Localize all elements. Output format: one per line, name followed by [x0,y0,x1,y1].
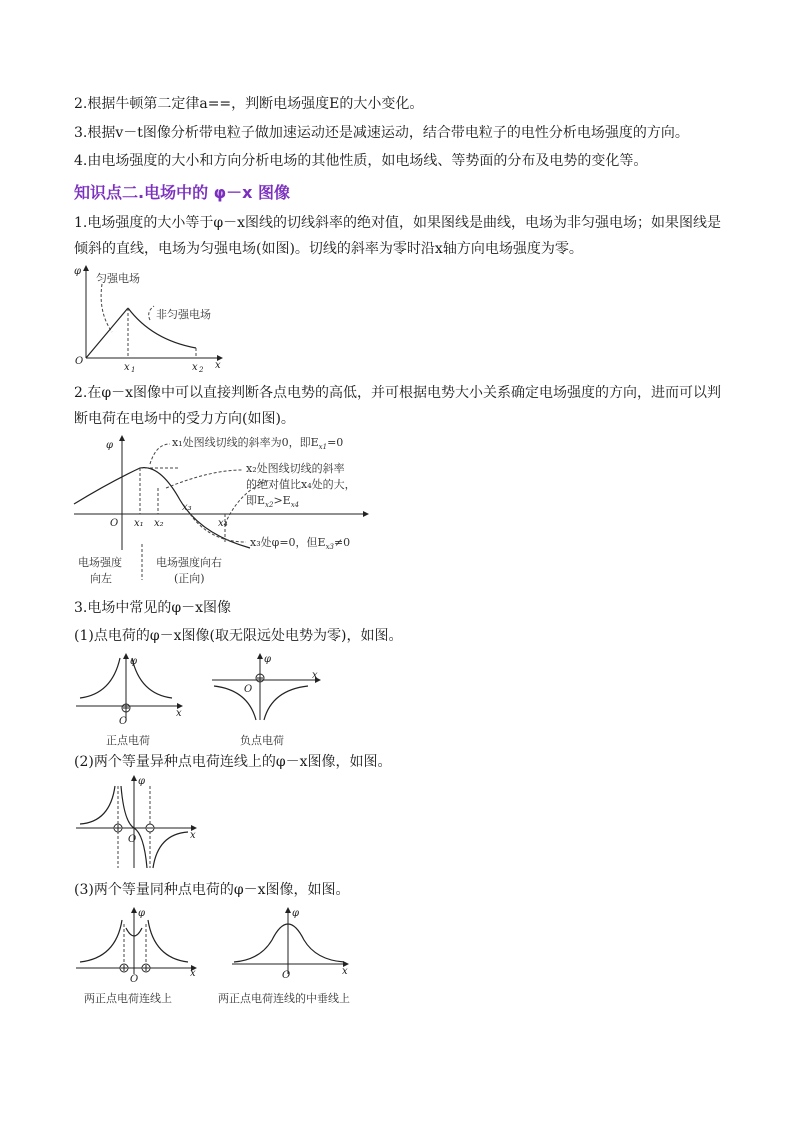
figure-point-charges [72,650,332,750]
x-label: x [215,360,221,371]
svg-text:电场强度向右: 电场强度向右 [156,556,222,569]
caption-negative: 负点电荷 [240,734,284,747]
svg-text:x: x [342,966,348,977]
svg-text:O: O [128,834,137,845]
svg-text:(正向): (正向) [174,572,205,585]
uniform-label: 匀强电场 [96,272,140,285]
caption-left: 两正点电荷连线上 [84,992,172,1005]
caption-right: 两正点电荷连线的中垂线上 [218,992,350,1005]
svg-text:x₄: x₄ [218,518,228,529]
svg-text:O: O [282,970,291,981]
svg-text:φ: φ [138,908,146,919]
svg-text:x: x [312,670,318,681]
figure-opposite-charges [72,772,212,872]
svg-text:2: 2 [199,366,204,374]
nonuniform-label: 非匀强电场 [156,308,211,321]
paragraph-1: 1.电场强度的大小等于φ－x图线的切线斜率的绝对值，如果图线是曲线，电场为非匀强电场；如果图线是倾斜的直线，电场为匀强电场(如图)。切线的斜率为零时沿x轴方向电场强度为零。 [74,215,722,257]
figure-potential-field [70,430,380,592]
text-line-4: 4.由电场强度的大小和方向分析电场的其他性质，如电场线、等势面的分布及电势的变化等。 [74,153,648,169]
caption-positive: 正点电荷 [106,734,150,747]
svg-text:φ: φ [292,908,300,919]
svg-text:即Ex2>Ex4: 即$E_{x2}>E_{x4}$ [246,494,300,509]
svg-text:x: x [190,830,196,841]
svg-text:O: O [110,518,119,529]
phi-label: φ [74,266,82,277]
note-x1: x₁处图线切线的斜率为0，即$E_{x1}=0$ [172,436,344,451]
svg-text:x₂: x₂ [154,518,164,529]
uniform-line [86,308,128,358]
svg-text:x₁: x₁ [134,518,144,529]
p3-2: (2)两个等量异种点电荷连线上的φ－x图像，如图。 [74,754,392,770]
svg-text:φ: φ [138,776,146,787]
x1-label: x [124,362,130,373]
svg-text:x: x [176,708,182,719]
text-line-2: 2.根据牛顿第二定律a==，判断电场强度E的大小变化。 [74,96,424,112]
paragraph-2: 2.在φ－x图像中可以直接判断各点电势的高低，并可根据电势大小关系确定电场强度的方向，进而可以判断电荷在电场中的受力方向(如图)。 [74,385,722,427]
svg-text:1: 1 [131,366,136,374]
svg-text:的绝对值比x₄处的大，: 的绝对值比x₄处的大， [246,478,356,491]
figure-same-charges [72,904,372,1006]
potential-curve [74,468,250,548]
svg-text:O: O [130,974,139,985]
p3-title: 3.电场中常见的φ－x图像 [74,600,232,616]
svg-text:φ: φ [106,440,114,451]
svg-text:电场强度: 电场强度 [78,556,122,569]
section-heading: 知识点二.电场中的 φ－x 图像 [74,183,291,202]
origin-label: O [75,356,84,367]
figure-uniform-nonuniform [72,262,232,374]
svg-text:x₃: x₃ [182,502,192,513]
svg-text:O: O [244,684,253,695]
svg-text:O: O [119,716,128,727]
svg-text:x: x [190,968,196,979]
svg-text:φ: φ [264,654,272,665]
svg-text:x₃处φ=0，但Ex3≠0: x₃处φ=0，但$E_{x3}\ne 0$ [250,536,351,551]
p3-1: (1)点电荷的φ－x图像(取无限远处电势为零)，如图。 [74,628,403,644]
svg-text:φ: φ [130,656,138,667]
svg-text:向左: 向左 [90,572,112,585]
p3-3: (3)两个等量同种点电荷的φ－x图像，如图。 [74,882,350,898]
svg-text:x₂处图线切线的斜率: x₂处图线切线的斜率 [246,462,345,475]
x2-label: x [192,362,198,373]
text-line-3: 3.根据v－t图像分析带电粒子做加速运动还是减速运动，结合带电粒子的电性分析电场强度的方向。 [74,125,689,141]
